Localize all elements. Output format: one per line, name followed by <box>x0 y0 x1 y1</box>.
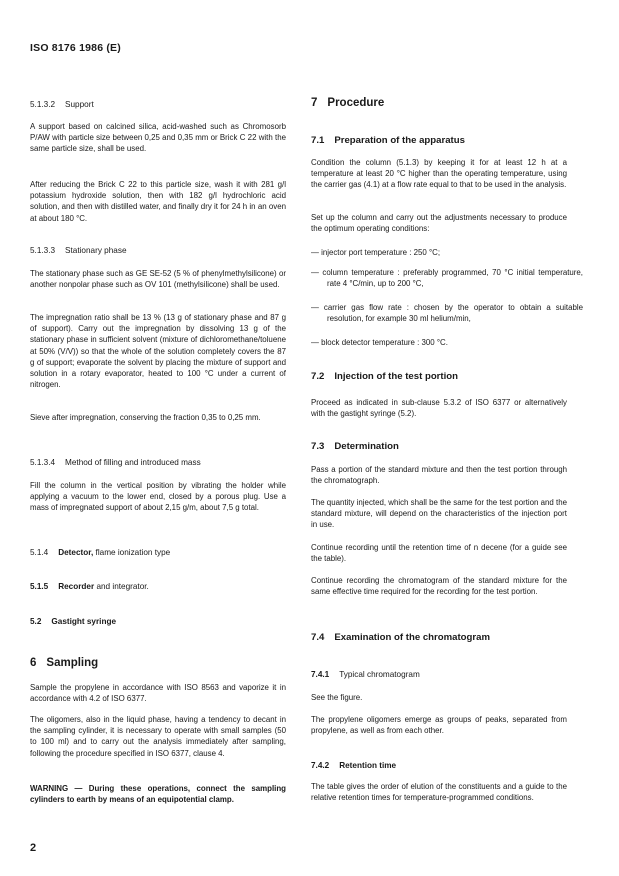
list-item: — injector port temperature : 250 °C; <box>311 248 441 257</box>
section-title: Injection of the test portion <box>334 371 458 382</box>
heading-5-1-3-2 <box>30 100 286 109</box>
paragraph: The quantity injected, which shall be the same for the test portion and the standard mixture, will depend on the characteristics of the injection port in use. <box>311 498 567 530</box>
heading-6 <box>30 657 286 669</box>
heading-5-1-4 <box>30 548 286 557</box>
heading-5-1-3-4 <box>30 458 286 467</box>
section-number: 6 <box>30 657 37 669</box>
section-number: 5.1.3.4 <box>30 458 56 467</box>
list-item: — block detector temperature : 300 °C. <box>311 338 448 347</box>
section-number: 7.3 <box>311 441 325 452</box>
paragraph: After reducing the Brick C 22 to this particle size, wash it with 281 g/l potassium hydroxide solution, then with 182 g/l hydrochloric acid solution, and then with distilled water, and finally dry it for 24 h in an oven at about 180 °C. <box>30 180 286 223</box>
paragraph: Condition the column (5.1.3) by keeping it for at least 12 h at a temperature at least 20 °C higher than the operating temperature, using the carrier gas (4.1) at a flow rate equal to that to be used in the analysis. <box>311 158 567 190</box>
warning-paragraph: WARNING — During these operations, connect the sampling cylinders to earth by means of an equipotential clamp. <box>30 784 286 805</box>
section-number: 7 <box>311 97 318 109</box>
heading-7 <box>311 97 567 109</box>
heading-7-4 <box>311 632 567 643</box>
paragraph: Sample the propylene in accordance with ISO 8563 and vaporize it in accordance with 4.2 of ISO 6377. <box>30 683 286 704</box>
heading-5-2 <box>30 617 286 626</box>
heading-7-4-1 <box>311 670 567 679</box>
section-number: 5.1.4 <box>30 548 49 557</box>
page-number: 2 <box>30 842 37 854</box>
heading-5-1-5 <box>30 582 286 591</box>
section-title-bold: Recorder <box>58 582 95 591</box>
section-number: 7.2 <box>311 371 325 382</box>
section-title: Support <box>65 100 94 109</box>
list-item: — column temperature : preferably programmed, 70 °C initial temperature, rate 4 °C/min, up to 200 °C, <box>311 268 583 289</box>
section-title: Examination of the chromatogram <box>334 632 490 643</box>
section-number: 7.4 <box>311 632 325 643</box>
paragraph: The propylene oligomers emerge as groups of peaks, separated from propylene, as well as from each other. <box>311 715 567 736</box>
heading-7-2 <box>311 371 567 382</box>
section-number: 7.1 <box>311 135 325 146</box>
section-title: Gastight syringe <box>51 617 116 626</box>
paragraph: The stationary phase such as GE SE-52 (5 % of phenylmethylsilicone) or another nonpolar phase such as OV 101 (methylsilicone) shall be used. <box>30 269 286 290</box>
heading-7-4-2 <box>311 761 567 770</box>
paragraph: Proceed as indicated in sub-clause 5.3.2 of ISO 6377 or alternatively with the gastight syringe (5.2). <box>311 398 567 419</box>
section-title-bold: Detector, <box>58 548 94 557</box>
section-title: Stationary phase <box>65 246 127 255</box>
section-title: Preparation of the apparatus <box>334 135 465 146</box>
section-number: 7.4.2 <box>311 761 330 770</box>
page-header: ISO 8176 1986 (E) <box>30 42 121 54</box>
paragraph: See the figure. <box>311 693 363 702</box>
paragraph: The oligomers, also in the liquid phase, having a tendency to decant in the sampling cylinder, it is necessary to operate with small samples (50 to 100 ml) and to carry out the analysis immediately after sampling, following the procedure specified in ISO 6377, clause 4. <box>30 715 286 758</box>
section-number: 5.1.3.3 <box>30 246 56 255</box>
section-title: Sampling <box>46 657 99 669</box>
paragraph: Pass a portion of the standard mixture and then the test portion through the chromatograph. <box>311 465 567 486</box>
heading-7-3 <box>311 441 567 452</box>
section-title-rest: flame ionization type <box>93 548 171 557</box>
section-title-rest: and integrator. <box>94 582 149 591</box>
paragraph: Fill the column in the vertical position by vibrating the holder while applying a vacuum to the lower end, closed by a porous plug. Use a mass of impregnated support of about 2,15 g/m, about 7,5 g total. <box>30 481 286 513</box>
paragraph: Set up the column and carry out the adjustments necessary to produce the optimum operating conditions: <box>311 213 567 234</box>
section-number: 7.4.1 <box>311 670 330 679</box>
section-number: 5.1.3.2 <box>30 100 56 109</box>
section-number: 5.1.5 <box>30 582 49 591</box>
paragraph: Continue recording the chromatogram of the standard mixture for the same effective time required for the recording for the test portion. <box>311 576 567 597</box>
heading-5-1-3-3 <box>30 246 286 255</box>
heading-7-1 <box>311 135 567 146</box>
section-title: Procedure <box>327 97 385 109</box>
paragraph: The table gives the order of elution of the constituents and a guide to the relative retention times for temperature-programmed conditions. <box>311 782 567 803</box>
section-number: 5.2 <box>30 617 42 626</box>
paragraph: A support based on calcined silica, acid-washed such as Chromosorb P/AW with particle size between 0,25 and 0,35 mm or Brick C 22 with the same particle size, shall be used. <box>30 122 286 154</box>
list-item: — carrier gas flow rate : chosen by the operator to obtain a suitable resolution, for example 30 ml helium/min, <box>311 303 583 324</box>
section-title: Method of filling and introduced mass <box>65 458 201 467</box>
paragraph: The impregnation ratio shall be 13 % (13 g of stationary phase and 87 g of support). Carry out the impregnation by dissolving 13 g of the stationary phase in sufficient solvent (mixture of dichloromethane/toluene at 50% (V/V)) so that the whole of the solution completely covers the 87 g of support; evaporate the solvent by placing the mixture of support and solution in a rotary evaporator, heated to 100 °C under a current of nitrogen. <box>30 313 286 390</box>
section-title: Typical chromatogram <box>339 670 420 679</box>
section-title: Retention time <box>339 761 397 770</box>
section-title: Determination <box>334 441 399 452</box>
paragraph: Continue recording until the retention time of n decene (for a guide see the table). <box>311 543 567 564</box>
paragraph: Sieve after impregnation, conserving the fraction 0,35 to 0,25 mm. <box>30 413 261 422</box>
